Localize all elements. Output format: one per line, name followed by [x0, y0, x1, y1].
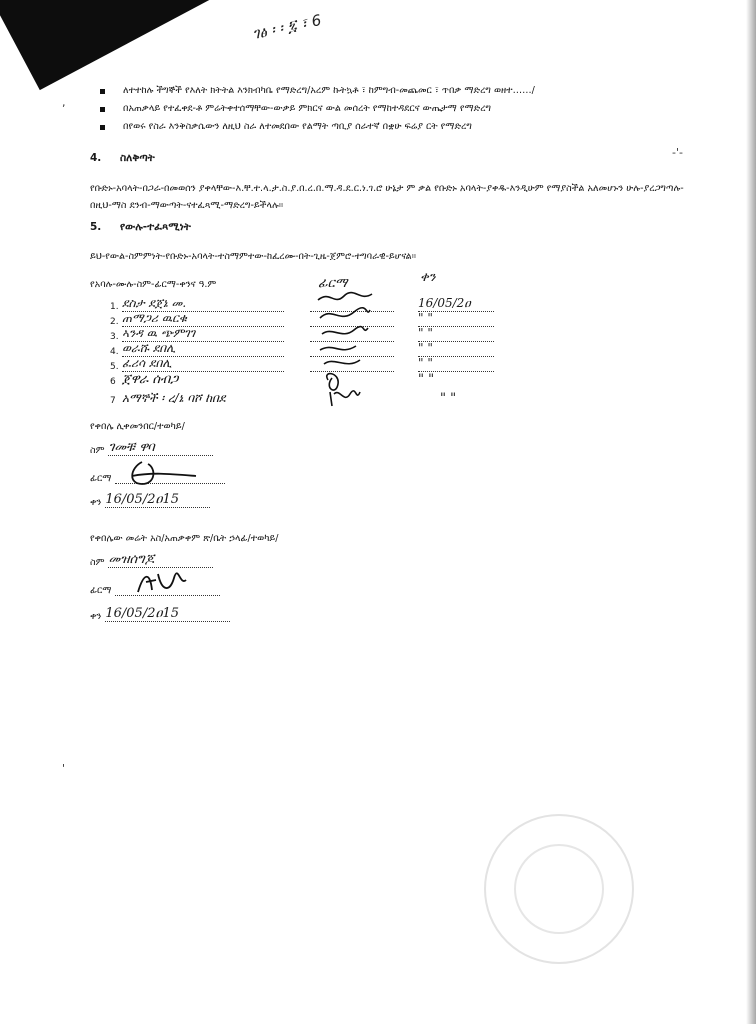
signature-mark [330, 391, 360, 406]
member-date: " " [418, 372, 435, 387]
member-name: ወራሹ ደበሊ [122, 342, 284, 357]
list-item-text: በየወሩ የስራ እንቅስቃሴውን ለዚህ ስራ ለተመደበው የልማት ጣቢያ ሰራተኛ በቋሁ ፍሬያ ርት የማድረግ [123, 121, 472, 132]
member-name: አማኞች ፡ ረ/ኔ ባሾ ከበደ [122, 391, 226, 405]
member-name: ጠማጋሪ ዉርቁ [122, 312, 284, 327]
chairman-date: 16/05/2ዐ15 [105, 492, 210, 508]
table-row [110, 328, 494, 342]
field-label: ቀን [90, 611, 102, 622]
signature-mark [132, 462, 196, 484]
bullet-icon [100, 89, 105, 94]
table-row [110, 298, 494, 312]
signature-mark [322, 327, 368, 334]
scan-mark: -'- [672, 146, 683, 159]
member-name: ጀዋራ ሰብጋ [122, 372, 179, 387]
row-number: 3. [110, 332, 119, 342]
chairman-signature-svg [112, 458, 202, 490]
member-date: " " [418, 342, 494, 357]
section-4-heading [90, 152, 155, 165]
list-item-text: ለተተከሉ ችግኞች የእለት ክትትል እንክብካቤ የማድረግ/አረም ኩትኳቶ ፣ ከምግብ-መጨመር ፣ ጥበቃ ማድረግ ወዘተ……/ [123, 85, 535, 96]
land-office-title: የቀበሌው መሬት አስ/አጠቃቀም ጽ/ቤት ኃላፊ/ተወካይ/ [90, 533, 279, 544]
duties-list [100, 82, 700, 136]
list-item-text: በአጠቃላይ የተፈቀደ-ቶ ምሬትቀተሰማቸው-ውቃይ ምክርና ውል መሰረት የማከተዳደርና ውጤታማ የማድረግ [123, 103, 492, 114]
signature-mark [320, 346, 356, 350]
land-office-date-field [90, 606, 230, 622]
date-column-header: ቀን [420, 270, 436, 285]
member-signatures-svg [310, 288, 390, 413]
section-title: ስለቅጣት [120, 152, 155, 164]
list-item [100, 100, 700, 118]
signature-mark [327, 374, 338, 390]
table-row [110, 343, 494, 357]
member-date: " " [418, 357, 494, 372]
row-number: 6 [110, 377, 116, 387]
signature-mark [324, 360, 360, 364]
land-office-name-field [90, 552, 213, 568]
scan-corner-shadow [0, 0, 269, 90]
land-office-date: 16/05/2ዐ15 [105, 606, 230, 622]
section-4-body: የቡድኑ-አባላት-በጋራ-በመወሰን ያቀላቸው-እ.ቸ.ተ.ላ.ታ.ስ.ያ.በ.ረ.በ.ማ.ዳ.ደ.ር.ነ.ገ.ሮ ሁኔታ ም ቃል የቡድኑ አባላት-ያቀዱ-እንዲሁም የማያስችል አለመሆኑን ሁሉ-ያረጋግጣሉ-በዚህ-ማስ ደንብ-ማውጣት-ናተፈጻሚ-ማድረግ-ይችላሉ። [90, 183, 684, 211]
field-label: ስም [90, 445, 105, 456]
member-name: ፈሪሳ ደበሊ [122, 357, 284, 372]
signature-column-header: ፊርማ [318, 276, 348, 291]
table-row [110, 392, 500, 406]
section-5-body: ይህ-የውል-ስምምነት-የቡድኑ-አባላት-ተስማምተው-ከፈረሙ-በት-ጊዜ-ጀምሮ-ተግባራዊ-ይሆናል። [90, 251, 417, 262]
bullet-icon [100, 107, 105, 112]
office-stamp-emblem [514, 844, 604, 934]
row-number: 2. [110, 317, 119, 327]
table-row [110, 373, 494, 387]
member-date: " " [440, 391, 457, 406]
row-number: 7 [110, 396, 116, 406]
member-name: ደስታ ደጀኔ መ. [122, 297, 284, 312]
section-number: 4. [90, 152, 102, 164]
chairman-title: የቀበሌ ሊቀመንበር/ተወካይ/ [90, 421, 185, 432]
member-date: " " [418, 312, 494, 327]
member-name: ኣንዳ ዉ ጭምገገ [122, 327, 284, 342]
section-5-heading [90, 221, 191, 234]
scan-mark: , [62, 96, 66, 109]
signature-mark [138, 573, 186, 592]
row-number: 1. [110, 302, 119, 312]
members-table-label: የአባሉ-ሙሉ-ስም-ፊርማ-ቀንና ዓ.ም [90, 279, 217, 290]
section-number: 5. [90, 221, 102, 233]
chairman-name: ገመቹ ዋባ [108, 440, 213, 456]
table-row [110, 313, 494, 327]
list-item [100, 118, 700, 136]
member-date: " " [418, 327, 494, 342]
row-number: 4. [110, 347, 119, 357]
page-number-mark: ገፅ ፡ ፡ ፯ ፣ 6 [250, 10, 323, 44]
field-label: ቀን [90, 497, 102, 508]
scan-mark: ' [62, 762, 66, 775]
field-label: ፊርማ [90, 473, 112, 484]
bullet-icon [100, 125, 105, 130]
list-item [100, 82, 700, 100]
field-label: ፊርማ [90, 585, 112, 596]
field-label: ስም [90, 557, 105, 568]
scan-edge-shadow [746, 0, 756, 1024]
signature-mark [320, 308, 370, 318]
table-row [110, 358, 494, 372]
chairman-name-field [90, 440, 213, 456]
land-office-signature-svg [130, 568, 190, 598]
row-number: 5. [110, 362, 119, 372]
chairman-date-field [90, 492, 210, 508]
section-title: የውሉ-ተፈጻሚነት [120, 221, 191, 233]
member-date: 16/05/2ዐ [418, 297, 494, 312]
land-office-name: መዝሰግጆ [108, 552, 213, 568]
signature-mark [318, 293, 372, 300]
